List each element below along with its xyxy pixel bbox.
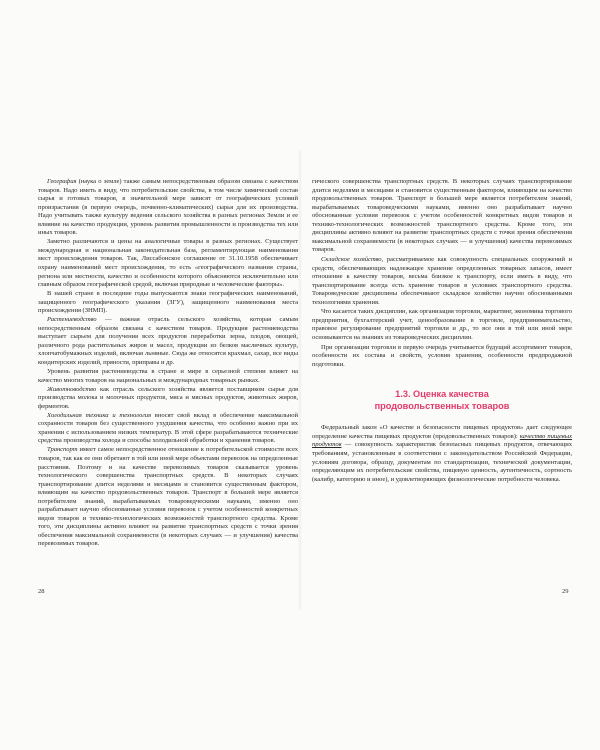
paragraph xyxy=(38,412,298,446)
left-page xyxy=(38,178,298,578)
paragraph-text: В нашей стране в последние годы выпускаются знаки географических наименований, защищенного географического указания (ЗГУ), защищенного наименования места происхождения (ЗНМП). xyxy=(38,290,298,315)
paragraph-text: Заметно различаются и цены на аналогичные товары в разных регионах. Существует международная и национальная законодательная база, регламентирующая наименования мест происхождения товаров. Так, Лиссабонское соглашение от 31.10.1958 обеспечивает охрану наименований мест происхождения, то есть «географического названия страны, региона или местности, качество и особенности которого объясняются исключительно или главным образом географической средой, включая природные и человеческие факторы». xyxy=(38,238,298,289)
paragraph-text: гического совершенства транспортных средств. В некоторых случаях транспортирование длится неделями и месяцами и становится существенным фактором, влияющим на качество продовольственных товаров. Транспорт в большей мере является потребителем знаний, вырабатываемых товароведческими науками, именно оно разрабатывает научно обоснованные условия перевозок с учетом особенностей конкретных видов товаров и технико-технологических возможностей транспортного средства. Кроме того, эти дисциплины активно влияют на развитие транспортных средств с точки зрения обеспечения максимальной сохраняемости (в некоторых случаях — и улучшения) качества перевозимых товаров. xyxy=(312,178,572,254)
paragraph xyxy=(38,178,298,238)
paragraph-text: Что касается таких дисциплин, как организация торговли, маркетинг, экономика торгового предприятия, бухгалтерский учет, ценообразование в торговле, предпринимательство, правовое регулирование предприятий торговли и др., то все они в той или иной мере основываются на знаниях из товароведческих дисциплин. xyxy=(312,308,572,342)
paragraph-text: имеет самое непосредственное отношение к потребительской стоимости всех товаров, так как ее они обретают в той или иной мере объектами перевозок на определенные расстояния. Поэтому и на качестве перевозимых товаров сказывается уровень технологического совершенства транспортных средств. В некоторых случаях транспортирование длится неделями и месяцами и становится существенным фактором, влияющим на качество продовольственных товаров. Транспорт в большей мере является потребителем знаний, вырабатываемых товароведческими науками, именно оно разрабатывает научно обоснованные условия перевозок с учетом особенностей конкретных видов товаров и технико-технологических возможностей транспортного средства. Кроме того, эти дисциплины активно влияют на развитие транспортных средств с точки зрения обеспечения максимальной сохраняемости (в некоторых случаях — и улучшения) качества перевозимых товаров. xyxy=(38,446,298,548)
page-number-left: 28 xyxy=(38,588,45,595)
definition-text: — совокупность характеристик безопасных пищевых продуктов, отвечающих требованиям, установленным в соответствии с законодательством Российской Федерации, условиям договора, образцу, документам по стандартизации, технической документации, определяющим их потребительские свойства, пищевую ценность, аутентичность, сортность (калибр, категорию и иное), и удовлетворяющих физиологические потребности человека. xyxy=(312,441,572,483)
law-intro-text: Федеральный закон «О качестве и безопасности пищевых продуктов» дает следующее определение качества пищевых продуктов (продовольственных товаров): xyxy=(312,424,572,440)
paragraph-lead-term: Холодильная техника и технология xyxy=(47,411,151,419)
paragraph-lead-term: Животноводство xyxy=(47,385,97,393)
paragraph xyxy=(312,308,572,342)
paragraph xyxy=(38,238,298,289)
paragraph-lead-term: География xyxy=(47,178,77,185)
definition-term: качество пищевых продуктов xyxy=(312,432,572,449)
paragraph-text: Уровень развития растениеводства в стране и мире в серьезной степени влияет на качество многих товаров на национальных и международных товарных рынках. xyxy=(38,368,298,384)
page-gutter xyxy=(298,150,302,610)
paragraph-text: При организации торговли в первую очередь учитывается будущий ассортимент товаров, особенности их состава и свойств, условия хранения, особенности предпродажной подготовки. xyxy=(312,343,572,368)
paragraph xyxy=(38,368,298,385)
section-heading-line2: продовольственных товаров xyxy=(374,400,510,411)
paragraph xyxy=(38,446,298,549)
section-heading xyxy=(312,389,572,412)
paragraph-text: как отрасль сельского хозяйства является поставщиком сырья для производства молока и молочных продуктов, мяса и мясных продуктов, животных жиров, ферментов. xyxy=(38,385,298,410)
paragraph-lead-term: Растениеводство xyxy=(47,316,97,324)
paragraph-text: (наука о земле) также самым непосредственным образом связана с качеством товаров. Надо иметь в виду, что потребительские свойства, в том числе химический состав сырья и готовых товаров, в значительной мере зависят от географических условий произрастания (в первую очередь, почвенно-климатических) сырья для их производства. Надо учитывать также культуру ведения сельского хозяйства в разных регионах Земли и ее влияние на качество продукции, уровень развития промышленности и производства тех или иных товаров. xyxy=(38,178,298,237)
right-page xyxy=(312,178,572,578)
paragraph xyxy=(312,178,572,255)
paragraph-lead-term: Складское хозяйство xyxy=(321,256,382,264)
law-definition-paragraph xyxy=(312,424,572,484)
paragraph-text: , рассматриваемое как совокупность специальных сооружений и средств, обеспечивающих надлежащее хранение определенных товарных запасов, имеет отношение к качеству товаров, весьма близкое к транспорту, если иметь в виду, что транспортирование всегда есть хранение товаров в условиях транспортного средства. Товароведческие дисциплины обеспечивают складское хозяйство научно обоснованными технологиями хранения. xyxy=(312,256,572,306)
paragraph xyxy=(38,316,298,367)
page-number-right: 29 xyxy=(562,588,569,595)
paragraph-text: — важная отрасль сельского хозяйства, которая самым непосредственным образом связана с качеством товаров. Продукция растениеводства выступает сырьем для получения всех продуктов переработки зерна, плодов, овощей, различного рода растительных жиров и масел, продукции из белков масличных культур, хлопчатобумажных изделий, включая льняные. Сюда же относятся крахмал, сахар, все виды кондитерских изделий, пряности, приправы и др. xyxy=(38,316,298,366)
right-page-text-top xyxy=(312,178,572,369)
paragraph xyxy=(38,290,298,316)
paragraph xyxy=(38,386,298,412)
left-page-text xyxy=(38,178,298,549)
paragraph-text: вносят свой вклад в обеспечение максимальной сохранности товаров без существенного ухудшения качества, что особенно важно при их хранении с использованием низких температур. В этой сфере разрабатываются технические средства производства холода и способы холодильной обработки и хранения товаров. xyxy=(38,411,298,445)
section-heading-line1: 1.3. Оценка качества xyxy=(395,389,489,400)
paragraph-lead-term: Транспорт xyxy=(47,446,78,454)
paragraph xyxy=(312,344,572,370)
paragraph xyxy=(312,256,572,307)
